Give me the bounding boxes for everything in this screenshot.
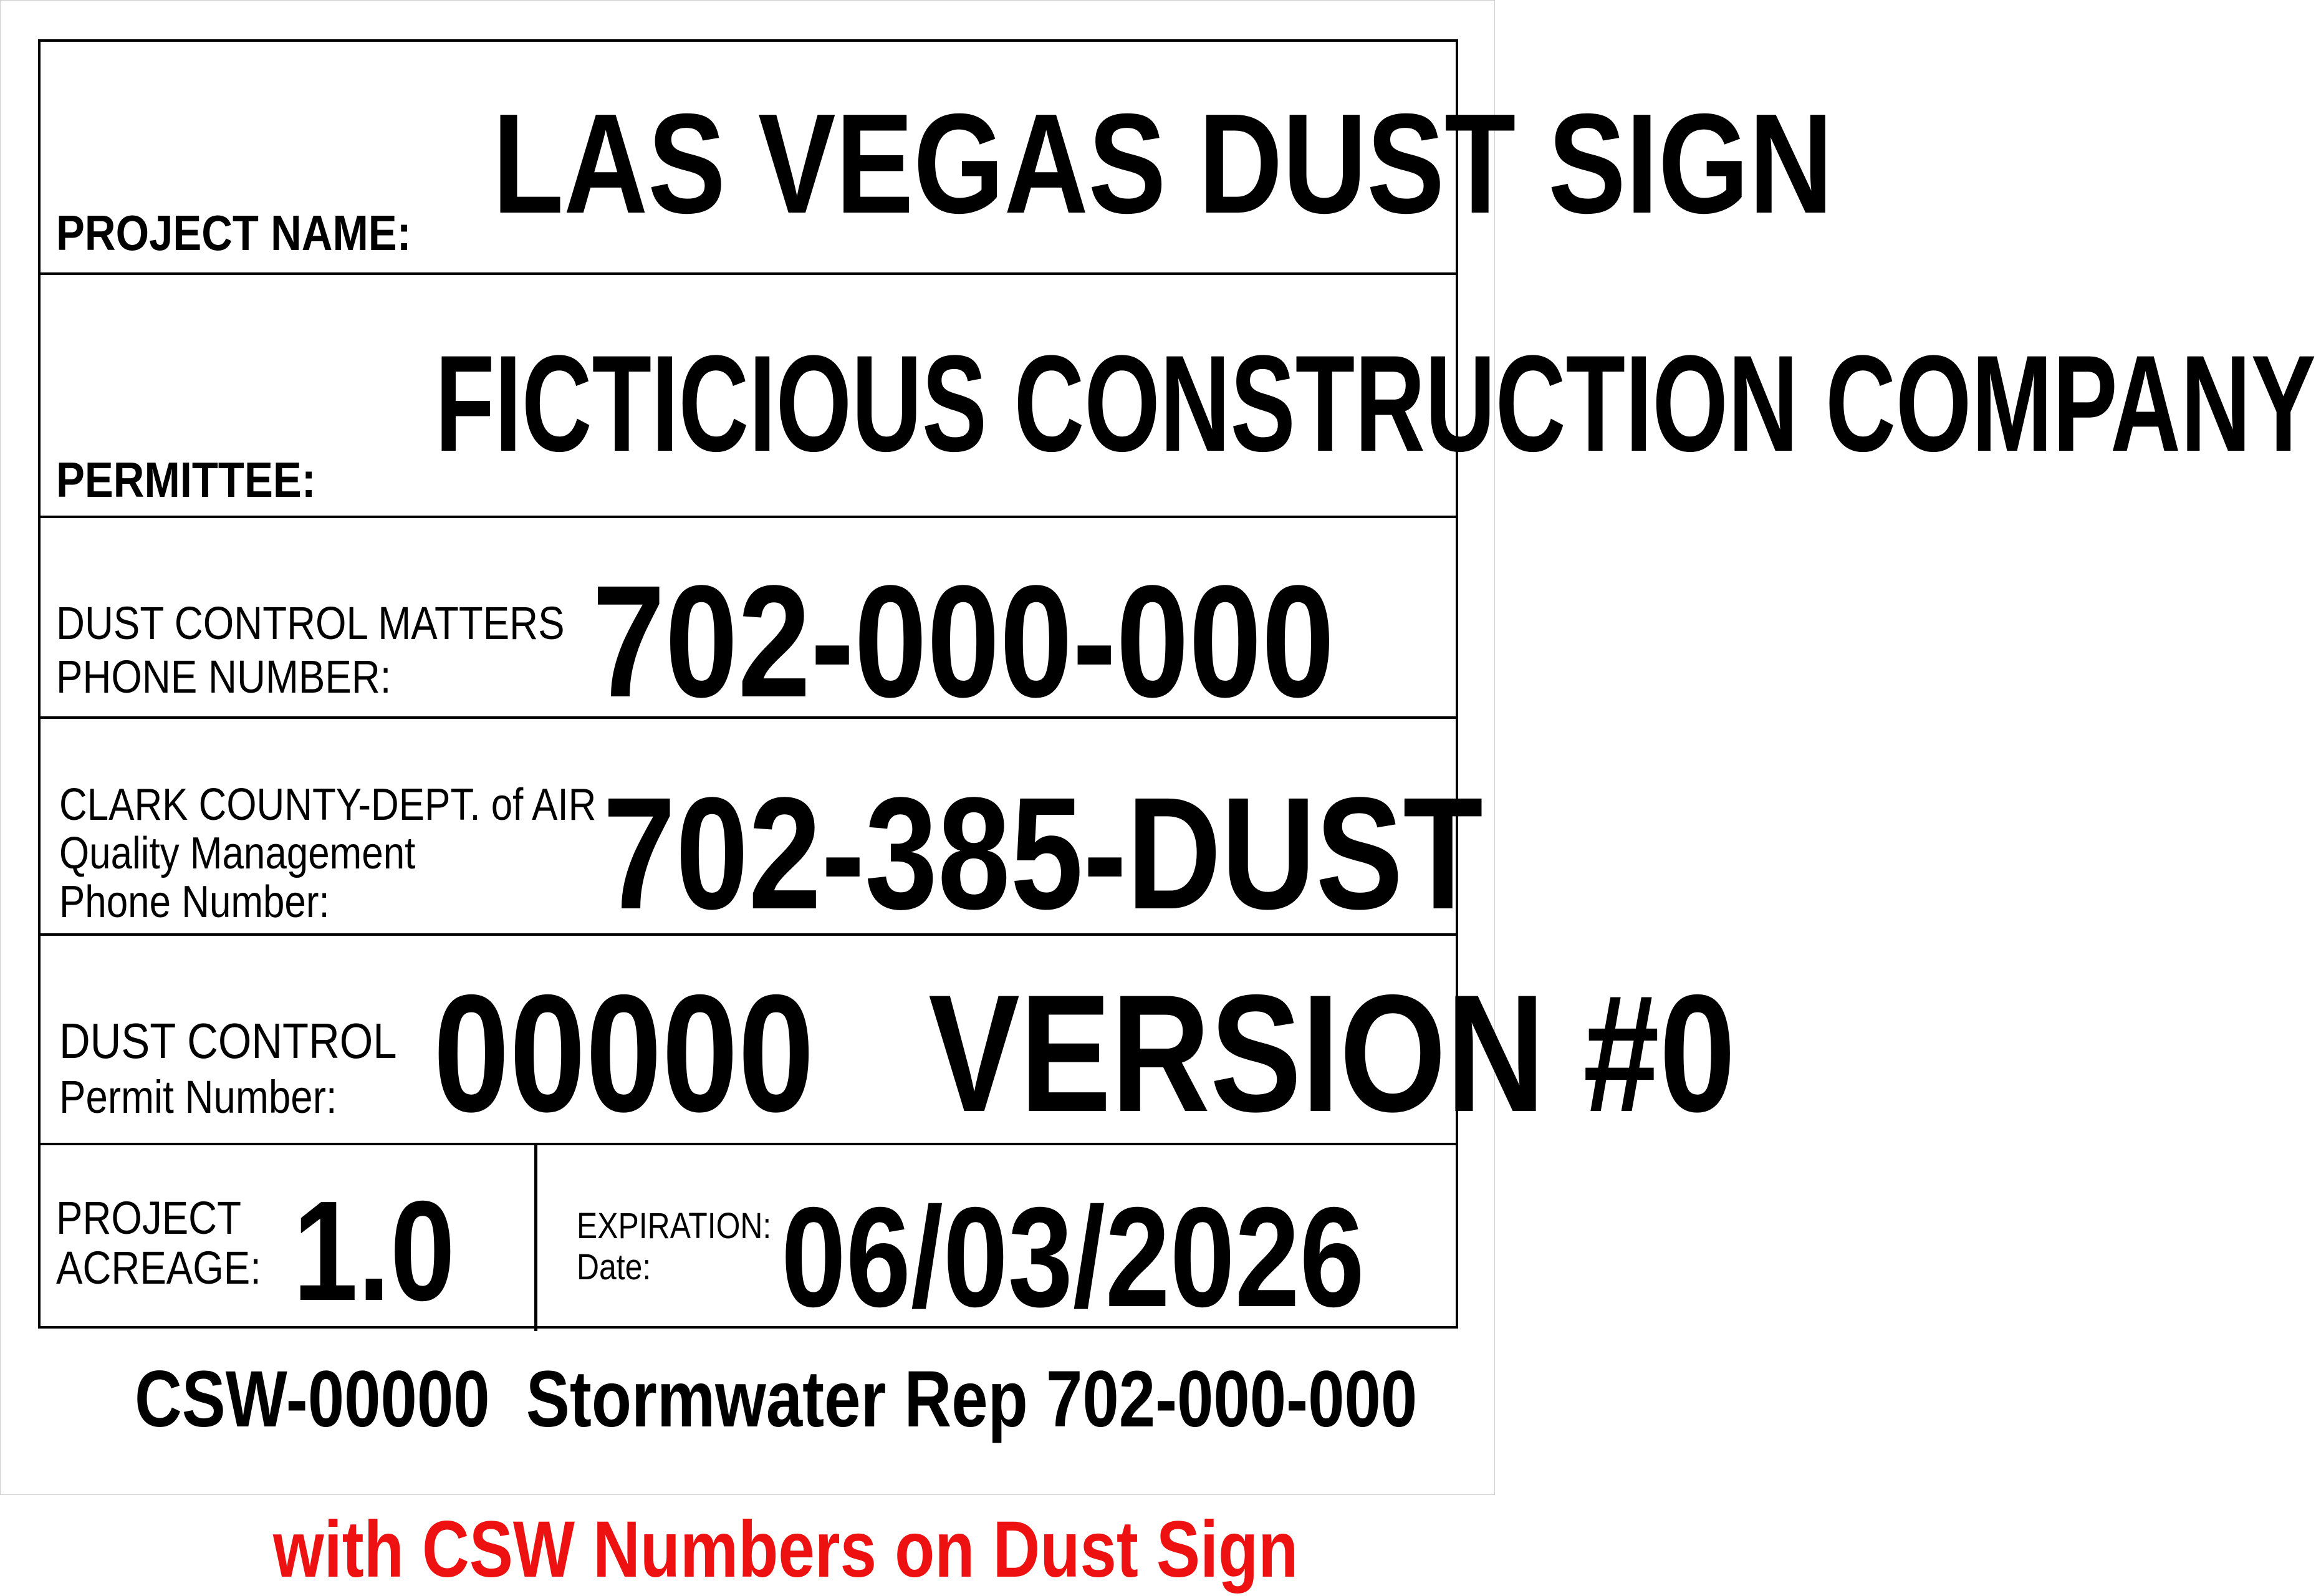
permittee-value: FICTICIOUS CONSTRUCTION COMPANY <box>435 327 2316 480</box>
dust-phone-row <box>41 518 1456 731</box>
caption: with CSW Numbers on Dust Sign <box>273 1505 1299 1594</box>
dust-phone-label-line2: PHONE NUMBER: <box>56 651 392 703</box>
expiration-label-line2: Date: <box>577 1247 651 1287</box>
project-name-label: PROJECT NAME: <box>56 205 411 261</box>
permit-value: 00000 VERSION #0 <box>433 959 1736 1147</box>
acreage-expiration-row <box>41 1145 1456 1337</box>
permit-label-line1: DUST CONTROL <box>59 1013 397 1069</box>
permit-label-line2: Permit Number: <box>59 1071 337 1123</box>
permittee-row <box>41 275 2316 518</box>
project-name-value: LAS VEGAS DUST SIGN <box>493 85 1833 243</box>
stormwater-footer: CSW-00000 Stormwater Rep 702-000-000 <box>135 1355 1418 1444</box>
acreage-label-line2: ACREAGE: <box>56 1242 261 1294</box>
acreage-value: 1.0 <box>293 1172 455 1330</box>
permit-row <box>41 936 1736 1147</box>
county-phone-label-line1: CLARK COUNTY-DEPT. of AIR <box>59 780 597 830</box>
dust-phone-value: 702-000-000 <box>592 552 1335 731</box>
expiration-value: 06/03/2026 <box>781 1178 1365 1337</box>
dust-sign <box>38 39 2316 1337</box>
acreage-label-line1: PROJECT <box>56 1192 242 1244</box>
county-phone-label-line2: Quality Management <box>59 829 416 878</box>
row-divider <box>534 1145 537 1331</box>
county-phone-value: 702-385-DUST <box>603 764 1483 943</box>
expiration-label-line1: EXPIRATION: <box>577 1206 772 1246</box>
county-phone-row <box>41 719 1483 943</box>
dust-phone-label-line1: DUST CONTROL MATTERS <box>56 597 565 649</box>
permittee-label: PERMITTEE: <box>56 452 316 507</box>
county-phone-label-line3: Phone Number: <box>59 877 330 927</box>
project-name-row <box>41 42 1833 275</box>
